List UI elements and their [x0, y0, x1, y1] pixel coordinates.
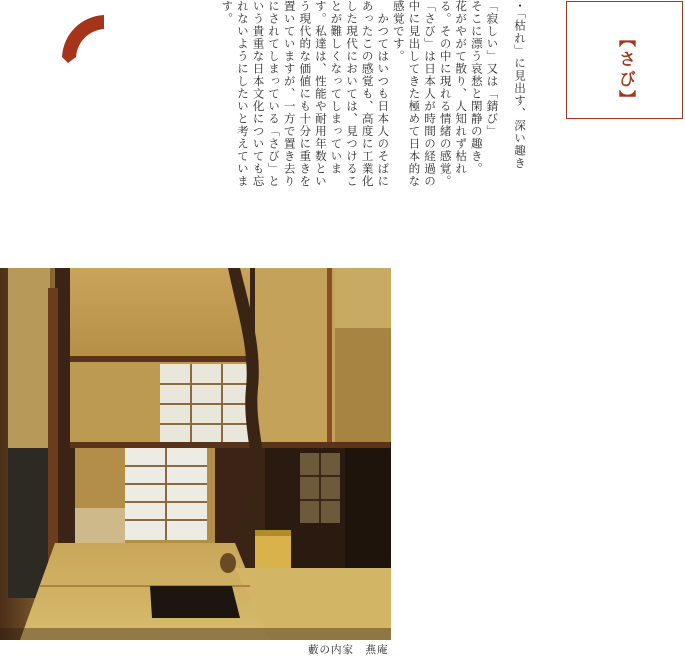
body-text [213, 0, 527, 250]
text-line: とが難しくなってしまっていま [329, 0, 344, 175]
text-line: す。私達は、性能や耐用年数とい [313, 0, 328, 188]
text-line: す。 [220, 0, 235, 25]
section-heading: ・「枯れ」に見出す、深い趣き [513, 0, 527, 170]
paragraph-1 [390, 0, 499, 250]
text-line: 置いていますが、一方で置き去り [282, 0, 297, 188]
text-line: した現代においては、見つけるこ [345, 0, 360, 188]
text-line: いう貴重な日本文化についても忘 [251, 0, 266, 188]
text-line: あったこの感覚も、高度に工業化 [360, 0, 375, 188]
text-line: そこに漂う哀愁と閑静の趣き。 [469, 0, 484, 175]
text-line: にされてしまっている「さび」と [267, 0, 282, 188]
text-line: う現代的な価値にも十分に重きを [298, 0, 313, 188]
title-box [566, 1, 683, 119]
page-title: 【さび】 [615, 30, 635, 110]
text-line: れないようにしたいと考えていま [235, 0, 250, 188]
photo-caption: 藪の内家 燕庵 [308, 644, 389, 656]
text-line: 中に見出してきた極めて日本的な [407, 0, 422, 188]
decorative-fan-icon [58, 13, 108, 63]
text-line: 感覚です。 [391, 0, 406, 63]
text-line: 「寂しい」又は「錆び」 [485, 0, 500, 138]
paragraph-2 [219, 0, 391, 250]
text-line: る。その中に現れる情緒の感覚。 [438, 0, 453, 188]
text-line: 「さび」は日本人が時間の経過の [423, 0, 438, 188]
tea-room-photo [0, 268, 391, 640]
text-line: かつてはいつも日本人のそばに [376, 0, 391, 188]
text-line: 花がやがて散り、人知れず枯れ [454, 0, 469, 175]
